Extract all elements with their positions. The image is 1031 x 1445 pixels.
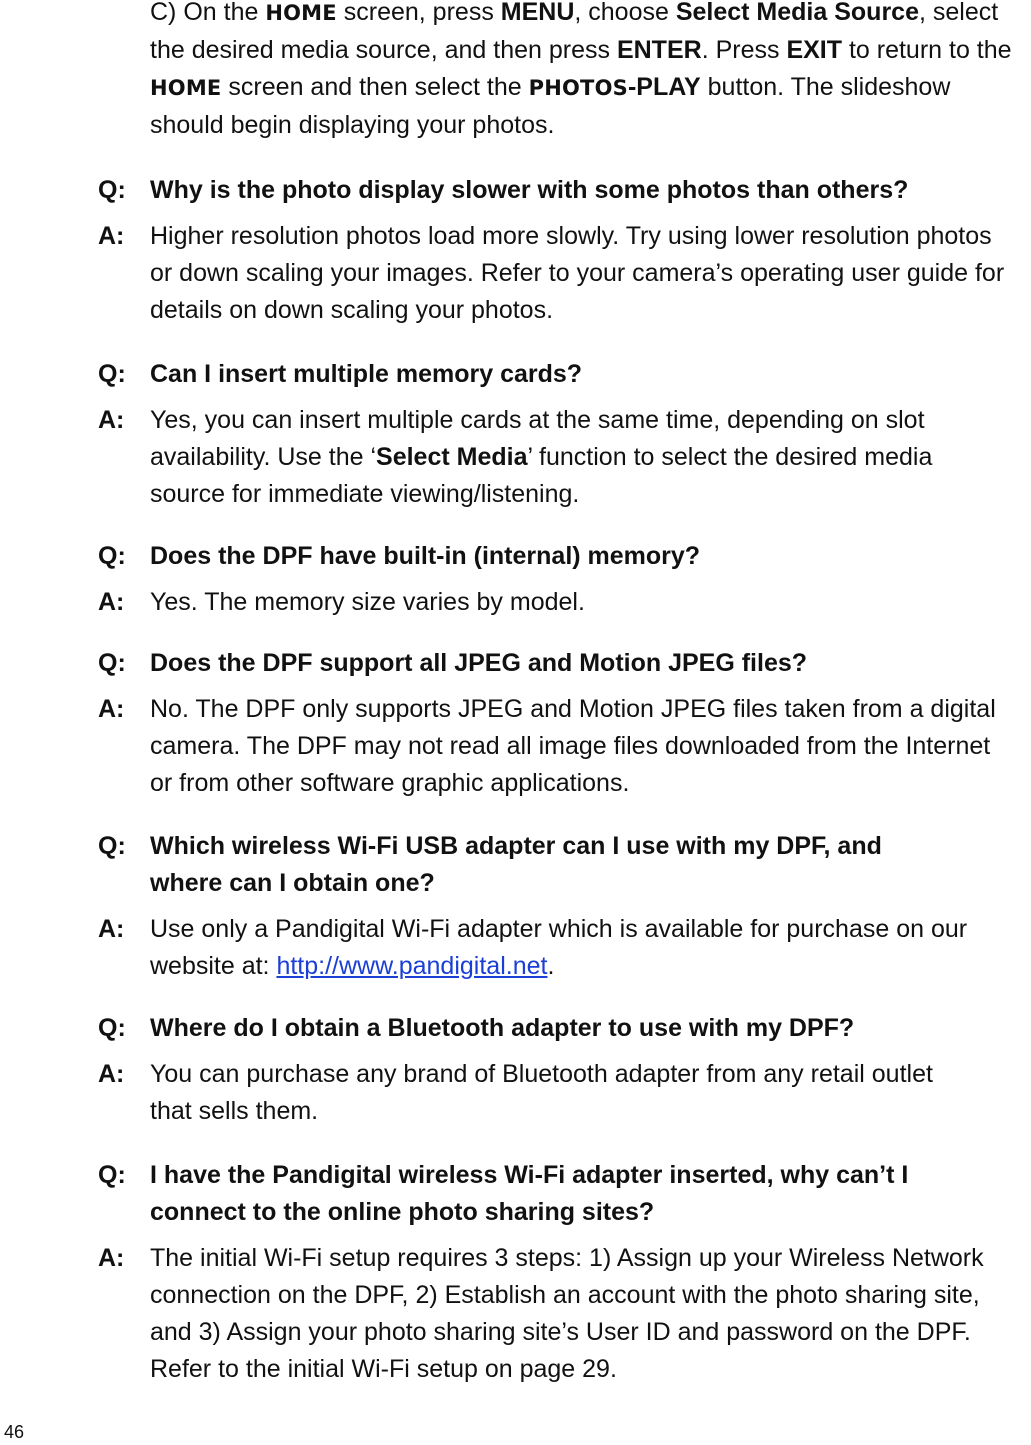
home-keyword: HOME xyxy=(150,76,222,100)
faq-question xyxy=(0,538,1031,575)
question-label: Q: xyxy=(98,1014,126,1042)
intro-text: button. The slideshow should begin displaying your photos. xyxy=(150,73,951,139)
faq-item xyxy=(0,172,1031,329)
answer-text: Higher resolution photos load more slowly. Try using lower resolution photos or down scaling your images. Refer to your camera’s operating user guide for details on down scaling your photos. xyxy=(150,222,1005,324)
question-label: Q: xyxy=(98,542,126,570)
faq-answer xyxy=(0,218,1031,329)
intro-text: C) On the xyxy=(150,0,266,26)
select-media-keyword: Select Media xyxy=(376,443,528,471)
answer-text: Yes. The memory size varies by model. xyxy=(150,588,585,616)
answer-label: A: xyxy=(98,915,125,943)
faq-answer xyxy=(0,584,1031,621)
question-text: Does the DPF have built-in (internal) memory? xyxy=(150,542,701,570)
faq-item xyxy=(0,828,1031,985)
answer-text-part: Use only a Pandigital Wi-Fi adapter which is available for purchase on our website at: xyxy=(150,915,968,980)
faq-item xyxy=(0,356,1031,513)
faq-answer xyxy=(0,1240,1031,1388)
answer-label: A: xyxy=(98,222,125,250)
faq-question xyxy=(0,645,1031,682)
question-label: Q: xyxy=(98,1161,126,1189)
question-label: Q: xyxy=(98,649,126,677)
faq-question xyxy=(0,172,1031,209)
faq-question xyxy=(0,356,1031,393)
faq-answer xyxy=(0,1056,1031,1130)
answer-text-part: Yes, you can insert multiple cards at the same time, depending on slot availability. Use the ‘ xyxy=(150,406,925,471)
home-keyword: HOME xyxy=(265,1,337,25)
faq-answer xyxy=(0,402,1031,513)
answer-label: A: xyxy=(98,588,125,616)
pandigital-website-link[interactable]: http://www.pandigital.net xyxy=(276,952,548,980)
question-text: Does the DPF support all JPEG and Motion JPEG files? xyxy=(150,649,808,677)
faq-item xyxy=(0,645,1031,802)
question-text: Which wireless Wi-Fi USB adapter can I use with my DPF, and where can I obtain one? xyxy=(150,832,882,897)
intro-text: . Press xyxy=(701,36,787,64)
question-label: Q: xyxy=(98,176,126,204)
select-media-source-keyword: Select Media Source xyxy=(675,0,919,26)
faq-item xyxy=(0,1157,1031,1388)
faq-question xyxy=(0,1157,1031,1231)
intro-text: , choose xyxy=(574,0,676,26)
question-label: Q: xyxy=(98,832,126,860)
answer-text-part: ’ function to select the desired media source for immediate viewing/listening. xyxy=(150,443,933,508)
photos-keyword: PHOTOS xyxy=(528,76,628,100)
question-text: I have the Pandigital wireless Wi-Fi adapter inserted, why can’t I connect to the online photo sharing sites? xyxy=(150,1161,909,1226)
intro-text: , select the desired media source, and then press xyxy=(150,0,999,64)
answer-text xyxy=(150,911,980,985)
answer-label: A: xyxy=(98,1060,125,1088)
menu-keyword: MENU xyxy=(500,0,575,26)
intro-text: screen, press xyxy=(336,0,501,26)
play-keyword: -PLAY xyxy=(627,73,701,101)
question-label: Q: xyxy=(98,360,126,388)
answer-text: You can purchase any brand of Bluetooth adapter from any retail outlet that sells them. xyxy=(150,1060,933,1125)
enter-keyword: ENTER xyxy=(616,36,702,64)
answer-label: A: xyxy=(98,695,125,723)
answer-text xyxy=(150,402,950,513)
answer-text-part: . xyxy=(547,952,555,980)
question-text: Why is the photo display slower with some photos than others? xyxy=(150,176,909,204)
page-number: 46 xyxy=(4,1422,25,1442)
answer-text: The initial Wi-Fi setup requires 3 steps: 1) Assign up your Wireless Network connection on the DPF, 2) Establish an account with the photo sharing site, and 3) Assign your photo sharing site’s User ID and password on the DPF. Refer to the initial Wi-Fi setup on page 29. xyxy=(150,1244,984,1383)
answer-label: A: xyxy=(98,1244,125,1272)
question-text: Can I insert multiple memory cards? xyxy=(150,360,583,388)
faq-answer xyxy=(0,911,1031,985)
intro-text: to return to the xyxy=(842,36,1012,64)
faq-item xyxy=(0,538,1031,621)
answer-label: A: xyxy=(98,406,125,434)
question-text: Where do I obtain a Bluetooth adapter to use with my DPF? xyxy=(150,1014,855,1042)
faq-answer xyxy=(0,691,1031,802)
exit-keyword: EXIT xyxy=(786,36,843,64)
faq-question xyxy=(0,1010,1031,1047)
faq-question xyxy=(0,828,1031,902)
faq-item xyxy=(0,1010,1031,1130)
answer-text: No. The DPF only supports JPEG and Motion JPEG files taken from a digital camera. The DPF may not read all image files downloaded from the Internet or from other software graphic applications. xyxy=(150,695,996,797)
intro-step-c xyxy=(150,0,1030,144)
intro-text: screen and then select the xyxy=(221,73,529,101)
